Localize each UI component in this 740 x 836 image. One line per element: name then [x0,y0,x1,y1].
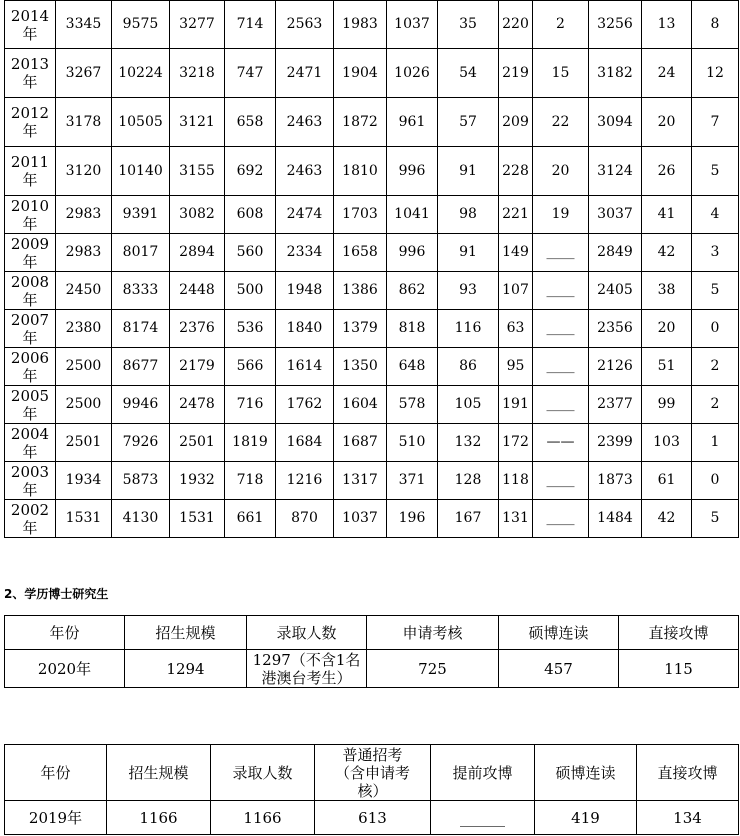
table-cell: 2501 [170,424,225,462]
table-cell: 1531 [56,500,112,538]
table-cell: 15 [533,49,589,98]
table-cell: 196 [387,500,438,538]
header-scale: 招生规模 [125,616,247,650]
table-cell: 1932 [170,462,225,500]
table-cell: ____ [533,272,589,310]
table-cell: 510 [387,424,438,462]
table-cell: 2463 [276,98,334,147]
table-cell: ____ [533,310,589,348]
cell-admitted [247,650,367,688]
table-cell: 20 [642,98,692,147]
cell-year [5,348,56,386]
table-cell: 54 [438,49,499,98]
cell-year: 2019年 [5,801,107,835]
year-unit: 年 [22,73,38,91]
year-unit: 年 [22,290,38,309]
year-unit: 年 [22,442,38,461]
table-cell: 566 [225,348,276,386]
table-cell: 3267 [56,49,112,98]
table-cell: 1386 [334,272,387,310]
table-cell: 95 [499,348,533,386]
year-number: 2010 [10,196,50,215]
table-cell: 2849 [589,234,642,272]
table-cell: 2126 [589,348,642,386]
year-unit: 年 [22,24,38,43]
table-cell: 1687 [334,424,387,462]
table-cell: 0 [692,462,739,500]
table-cell: 10140 [112,147,170,196]
table-cell: 38 [642,272,692,310]
table-cell: 3256 [589,1,642,49]
table-cell: 9391 [112,196,170,234]
table-cell: 61 [642,462,692,500]
cell-year [5,196,56,234]
cell-year [5,500,56,538]
table-row [5,462,739,500]
table-cell: 2399 [589,424,642,462]
table-cell: 870 [276,500,334,538]
table-cell: 8017 [112,234,170,272]
cell-year [5,147,56,196]
history-admissions-table [4,0,739,538]
table-row [5,98,739,147]
table-cell: 2478 [170,386,225,424]
table-cell: —— [533,424,589,462]
section-heading: 2、学历博士研究生 [4,587,109,601]
header-general-exam [315,745,431,801]
table-cell: 209 [499,98,533,147]
table-cell: 2894 [170,234,225,272]
table-cell: 2377 [589,386,642,424]
cell-year [5,424,56,462]
table-cell: 3277 [170,1,225,49]
cell-year [5,49,56,98]
header-direct-phd: 直接攻博 [637,745,739,801]
table-row [5,272,739,310]
cell-apply: 725 [367,650,499,688]
table-cell: 3082 [170,196,225,234]
year-number: 2007 [10,310,50,329]
table-cell: 7 [692,98,739,147]
table-cell: 648 [387,348,438,386]
year-number: 2013 [10,55,50,73]
table-cell: 3121 [170,98,225,147]
table-row [5,500,739,538]
table-cell: 1762 [276,386,334,424]
table-cell: ____ [533,462,589,500]
table-cell: 103 [642,424,692,462]
table-cell: 2 [533,1,589,49]
table-cell: 661 [225,500,276,538]
cell-direct-phd: 134 [637,801,739,835]
year-unit: 年 [22,480,38,499]
table-cell: 2448 [170,272,225,310]
table-cell: 1026 [387,49,438,98]
table-cell: 714 [225,1,276,49]
cell-year [5,234,56,272]
table-cell: 2983 [56,196,112,234]
table-cell: 20 [642,310,692,348]
table-cell: 500 [225,272,276,310]
table-cell: 35 [438,1,499,49]
table-cell: 9946 [112,386,170,424]
table-cell: 1934 [56,462,112,500]
table-cell: 996 [387,147,438,196]
table-cell: 4 [692,196,739,234]
table-cell: 91 [438,234,499,272]
table-cell: 2 [692,348,739,386]
table-cell: 961 [387,98,438,147]
table-cell: 7926 [112,424,170,462]
table-cell: 2463 [276,147,334,196]
cell-year [5,386,56,424]
header-direct-phd: 直接攻博 [619,616,739,650]
table-cell: 1703 [334,196,387,234]
cell-year: 2020年 [5,650,125,688]
table-row [5,49,739,98]
table-cell: ____ [533,234,589,272]
table-row [5,386,739,424]
table-cell: 1873 [589,462,642,500]
table-cell: 1216 [276,462,334,500]
year-number: 2004 [10,424,50,443]
table-cell: 105 [438,386,499,424]
table-row [5,348,739,386]
table-cell: 1819 [225,424,276,462]
table-cell: 1 [692,424,739,462]
doctoral-2019-table [4,744,739,835]
year-number: 2014 [10,6,50,25]
table-cell: 2334 [276,234,334,272]
table-cell: 107 [499,272,533,310]
table-cell: 2471 [276,49,334,98]
table-cell: 560 [225,234,276,272]
table-cell: 8333 [112,272,170,310]
table-cell: 1810 [334,147,387,196]
table-cell: 1872 [334,98,387,147]
table-cell: 1948 [276,272,334,310]
table-cell: 2501 [56,424,112,462]
table-cell: 818 [387,310,438,348]
table-cell: 2500 [56,348,112,386]
year-unit: 年 [22,214,38,233]
table-cell: 1037 [387,1,438,49]
table-cell: 99 [642,386,692,424]
table-cell: 996 [387,234,438,272]
table-cell: 118 [499,462,533,500]
table-cell: 3 [692,234,739,272]
table-cell: 1037 [334,500,387,538]
table-cell: 3178 [56,98,112,147]
table-cell: 3124 [589,147,642,196]
table-cell: 2450 [56,272,112,310]
table-cell: 371 [387,462,438,500]
table-cell: 1684 [276,424,334,462]
table-cell: 1658 [334,234,387,272]
header-early-phd: 提前攻博 [431,745,535,801]
table-cell: 5 [692,147,739,196]
table-cell: 4130 [112,500,170,538]
header-year: 年份 [5,745,107,801]
header-master-phd: 硕博连读 [499,616,619,650]
table-cell: 1840 [276,310,334,348]
year-unit: 年 [22,366,38,385]
table-cell: 536 [225,310,276,348]
table-cell: 747 [225,49,276,98]
table-cell: 8 [692,1,739,49]
doctoral-2020-table [4,615,739,688]
header-apply: 申请考核 [367,616,499,650]
table-cell: 2563 [276,1,334,49]
table-cell: 8677 [112,348,170,386]
header-master-phd: 硕博连读 [535,745,637,801]
table-cell: 862 [387,272,438,310]
table-cell: 3182 [589,49,642,98]
table-cell: 2474 [276,196,334,234]
table-cell: 128 [438,462,499,500]
table-header-row [5,745,739,801]
cell-year [5,462,56,500]
table-row [5,147,739,196]
table-cell: 3094 [589,98,642,147]
table-cell: 0 [692,310,739,348]
table-cell: 19 [533,196,589,234]
table-cell: 172 [499,424,533,462]
table-cell: 10505 [112,98,170,147]
cell-year [5,310,56,348]
table-cell: 51 [642,348,692,386]
table-cell: 9575 [112,1,170,49]
year-number: 2003 [10,462,50,481]
table-cell: ____ [533,386,589,424]
table-cell: 5873 [112,462,170,500]
table-cell: 221 [499,196,533,234]
table-cell: 1531 [170,500,225,538]
table-cell: ____ [533,348,589,386]
year-unit: 年 [22,404,38,423]
table-row [5,650,739,688]
table-cell: 191 [499,386,533,424]
table-cell: 42 [642,500,692,538]
year-unit: 年 [22,171,38,189]
table-cell: 149 [499,234,533,272]
table-cell: 63 [499,310,533,348]
header-year: 年份 [5,616,125,650]
table-cell: 41 [642,196,692,234]
year-number: 2012 [10,104,50,122]
table-cell: 13 [642,1,692,49]
year-number: 2002 [10,500,50,519]
table-header-row [5,616,739,650]
general-line-3: 核） [357,781,388,800]
year-unit: 年 [22,122,38,140]
table-cell: 116 [438,310,499,348]
table-cell: 658 [225,98,276,147]
table-cell: 3218 [170,49,225,98]
table-cell: 10224 [112,49,170,98]
table-cell: 1904 [334,49,387,98]
table-cell: 26 [642,147,692,196]
table-cell: 716 [225,386,276,424]
table-cell: 131 [499,500,533,538]
table-row [5,310,739,348]
general-line-2: （含申请考 [334,763,410,782]
table-cell: 1484 [589,500,642,538]
cell-general-exam: 613 [315,801,431,835]
table-cell: 1317 [334,462,387,500]
table-cell: 93 [438,272,499,310]
cell-master-phd: 457 [499,650,619,688]
table-cell: 132 [438,424,499,462]
year-unit: 年 [22,328,38,347]
table-cell: 2405 [589,272,642,310]
table-cell: 608 [225,196,276,234]
table-cell: 2500 [56,386,112,424]
cell-direct-phd: 115 [619,650,739,688]
table-cell: 167 [438,500,499,538]
cell-scale: 1294 [125,650,247,688]
table-cell: 8174 [112,310,170,348]
table-cell: 1614 [276,348,334,386]
cell-year [5,98,56,147]
table-cell: 3345 [56,1,112,49]
cell-year [5,272,56,310]
table-cell: 86 [438,348,499,386]
table-row [5,234,739,272]
cell-master-phd: 419 [535,801,637,835]
table-cell: 3155 [170,147,225,196]
table-cell: 2983 [56,234,112,272]
table-cell: 228 [499,147,533,196]
table-row [5,801,739,835]
table-cell: 24 [642,49,692,98]
table-cell: 718 [225,462,276,500]
table-cell: 219 [499,49,533,98]
table-cell: 1983 [334,1,387,49]
cell-year [5,1,56,49]
table-cell: 2380 [56,310,112,348]
table-cell: 91 [438,147,499,196]
table-cell: 3120 [56,147,112,196]
admitted-line-2: 港澳台考生） [261,668,352,687]
general-line-1: 普通招考 [342,745,403,764]
table-cell: 2376 [170,310,225,348]
table-row [5,1,739,49]
table-cell: 12 [692,49,739,98]
cell-scale: 1166 [107,801,211,835]
table-cell: 3037 [589,196,642,234]
header-admitted: 录取人数 [211,745,315,801]
table-cell: 5 [692,272,739,310]
table-cell: ____ [533,500,589,538]
year-unit: 年 [22,518,38,537]
year-unit: 年 [22,252,38,271]
table-cell: 20 [533,147,589,196]
table-cell: 98 [438,196,499,234]
table-cell: 1350 [334,348,387,386]
cell-admitted: 1166 [211,801,315,835]
table-cell: 1041 [387,196,438,234]
cell-early-phd: ______ [431,801,535,835]
table-row [5,196,739,234]
table-cell: 2 [692,386,739,424]
year-number: 2009 [10,234,50,253]
table-cell: 2356 [589,310,642,348]
table-cell: 1604 [334,386,387,424]
header-scale: 招生规模 [107,745,211,801]
table-cell: 42 [642,234,692,272]
year-number: 2005 [10,386,50,405]
table-cell: 578 [387,386,438,424]
table-cell: 22 [533,98,589,147]
header-admitted: 录取人数 [247,616,367,650]
table-cell: 5 [692,500,739,538]
table-cell: 2179 [170,348,225,386]
table-row [5,424,739,462]
table-cell: 57 [438,98,499,147]
admitted-line-1: 1297（不含1名 [252,650,361,669]
year-number: 2006 [10,348,50,367]
table-cell: 220 [499,1,533,49]
table-cell: 692 [225,147,276,196]
year-number: 2008 [10,272,50,291]
year-number: 2011 [10,153,50,171]
table-cell: 1379 [334,310,387,348]
